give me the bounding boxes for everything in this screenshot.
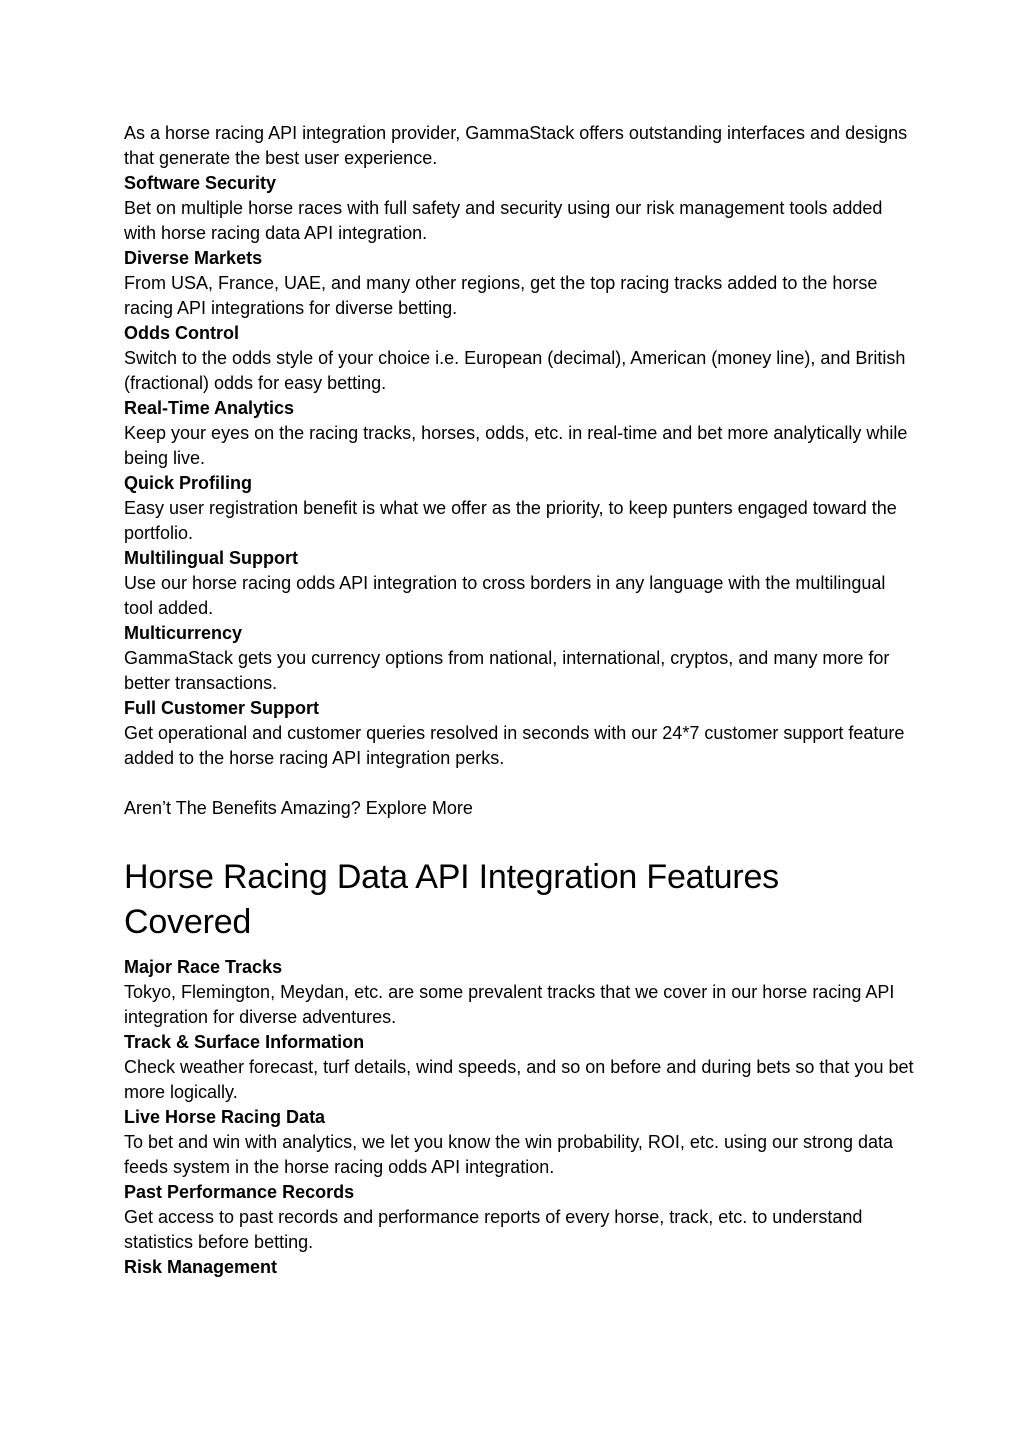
feature-title-past-performance-records: Past Performance Records xyxy=(124,1182,355,1202)
feature-title-major-race-tracks: Major Race Tracks xyxy=(124,957,283,977)
feature-text-major-race-tracks: Tokyo, Flemington, Meydan, etc. are some prevalent tracks that we cover in our horse racing API integration for diverse adventures. xyxy=(124,982,895,1027)
blank-line xyxy=(124,771,914,796)
benefit-title-multicurrency: Multicurrency xyxy=(124,623,243,643)
benefit-text-multilingual-support: Use our horse racing odds API integration to cross borders in any language with the multilingual tool added. xyxy=(124,573,886,618)
benefit-title-full-customer-support: Full Customer Support xyxy=(124,698,319,718)
features-heading: Horse Racing Data API Integration Features Covered xyxy=(124,858,779,941)
features-list xyxy=(124,955,914,1280)
section-gap xyxy=(124,821,914,855)
feature-text-track-surface-information: Check weather forecast, turf details, wind speeds, and so on before and during bets so that you bet more logically. xyxy=(124,1057,914,1102)
intro-paragraph: As a horse racing API integration provider, GammaStack offers outstanding interfaces and designs that generate the best user experience. xyxy=(124,123,908,168)
benefit-title-diverse-markets: Diverse Markets xyxy=(124,248,263,268)
benefit-title-real-time-analytics: Real-Time Analytics xyxy=(124,398,295,418)
benefit-text-odds-control: Switch to the odds style of your choice i.e. European (decimal), American (money line), and British (fractional) odds for easy betting. xyxy=(124,348,906,393)
benefits-list xyxy=(124,171,914,771)
benefit-text-diverse-markets: From USA, France, UAE, and many other regions, get the top racing tracks added to the horse racing API integrations for diverse betting. xyxy=(124,273,878,318)
benefit-text-multicurrency: GammaStack gets you currency options from national, international, cryptos, and many more for better transactions. xyxy=(124,648,890,693)
feature-title-live-horse-racing-data: Live Horse Racing Data xyxy=(124,1107,326,1127)
feature-text-live-horse-racing-data: To bet and win with analytics, we let you know the win probability, ROI, etc. using our strong data feeds system in the horse racing odds API integration. xyxy=(124,1132,894,1177)
benefit-text-software-security: Bet on multiple horse races with full safety and security using our risk management tools added with horse racing data API integration. xyxy=(124,198,883,243)
benefit-title-software-security: Software Security xyxy=(124,173,277,193)
benefit-text-real-time-analytics: Keep your eyes on the racing tracks, horses, odds, etc. in real-time and bet more analytically while being live. xyxy=(124,423,908,468)
feature-text-past-performance-records: Get access to past records and performance reports of every horse, track, etc. to understand statistics before betting. xyxy=(124,1207,863,1252)
document-page xyxy=(124,121,914,1280)
benefit-text-full-customer-support: Get operational and customer queries resolved in seconds with our 24*7 customer support feature added to the horse racing API integration perks. xyxy=(124,723,905,768)
heading-gap xyxy=(124,945,914,955)
benefit-title-multilingual-support: Multilingual Support xyxy=(124,548,298,568)
feature-title-risk-management: Risk Management xyxy=(124,1257,278,1277)
benefit-title-odds-control: Odds Control xyxy=(124,323,239,343)
benefit-title-quick-profiling: Quick Profiling xyxy=(124,473,253,493)
benefit-text-quick-profiling: Easy user registration benefit is what we offer as the priority, to keep punters engaged toward the portfolio. xyxy=(124,498,897,543)
feature-title-track-surface-information: Track & Surface Information xyxy=(124,1032,365,1052)
explore-more-line: Aren’t The Benefits Amazing? Explore More xyxy=(124,798,473,818)
